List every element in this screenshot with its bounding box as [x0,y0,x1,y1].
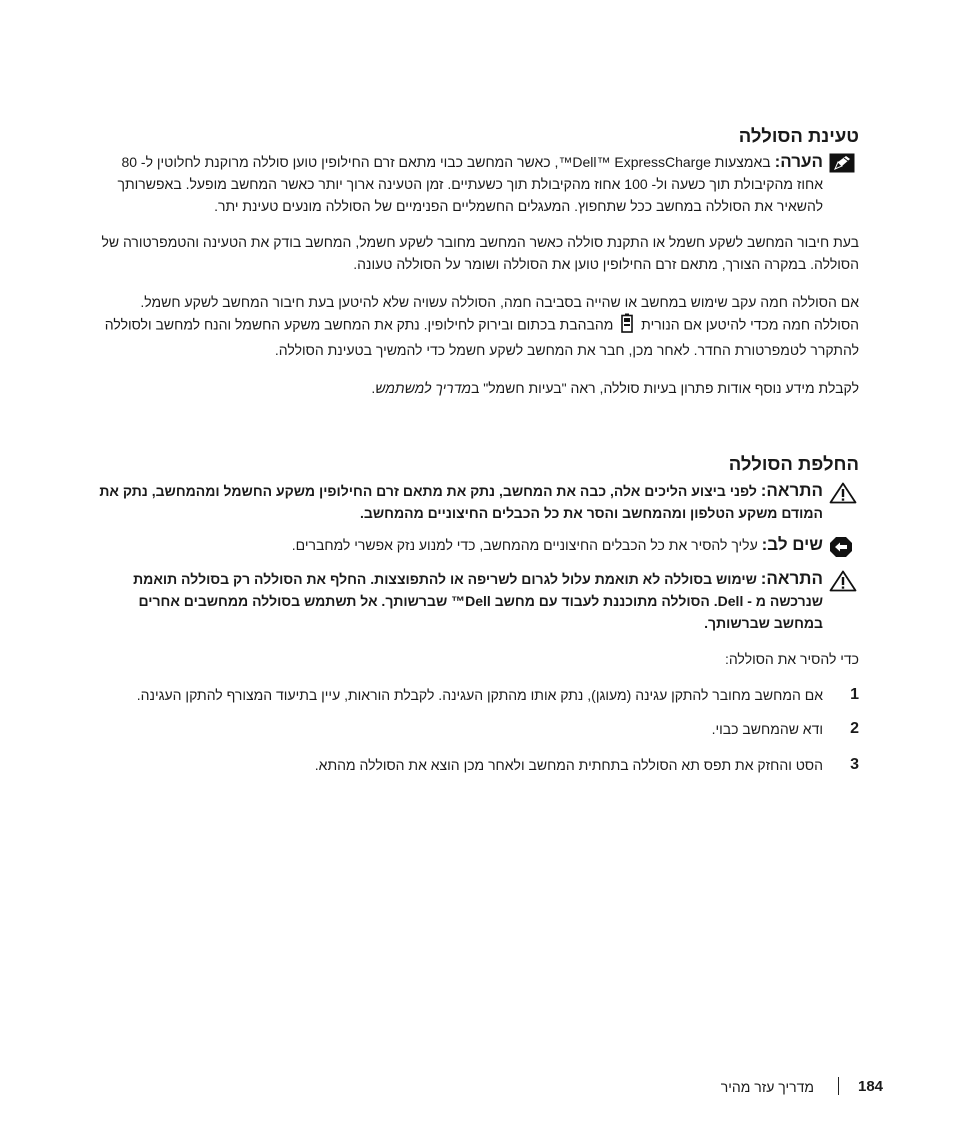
caution-icon [829,480,859,504]
charging-para-1: בעת חיבור המחשב לשקע חשמל או התקנת סוללה כאשר המחשב מחובר לשקע חשמל, המחשב בודק את הטעינה והטמפרטורה של הסוללה. במקרה הצורך, מתאם זרם החילופין טוען את הסוללה ושומר על הסוללה טעונה. [101,234,859,272]
caution-text-block-1 [94,480,829,524]
step-text: אם המחשב מחובר להתקן עגינה (מעוגן), נתק אותו מהתקן העגינה. לקבלת הוראות, עיין בתיעוד המצורף להתקן העגינה. [136,687,823,703]
caution-text-2: שימוש בסוללה לא תואמת עלול לגרום לשריפה או להתפוצצות. החלף את הסוללה רק בסוללה תואמת שנרכשה מ - Dell. הסוללה מתוכננת לעבוד עם מחשב Dell™ שברשותך. אל תשתמש בסוללה ממחשבים אחרים במחשב שברשותך. [133,571,823,631]
charging-para-2 [94,291,859,361]
section-replacing [94,452,859,776]
note-text-block [94,151,829,217]
heading-charging: טעינת הסוללה [738,125,859,146]
charging-para-3 [94,377,859,399]
caution-block-1 [94,480,859,524]
notice-text-block [94,534,829,556]
para2-part-b: מהבהבת בכתום ובירוק לחילופין. נתק את המחשב משקע החשמל והנח למחשב ולסוללה להתקרר לטמפרטורת החדר. לאחר מכן, חבר את המחשב לשקע חשמל כדי להמשיך בטעינת הסוללה. [104,316,859,358]
battery-light-icon [621,313,633,339]
notice-block [94,534,859,558]
notice-label: שים לב: [761,535,823,554]
caution-text-block-2 [94,568,829,634]
step-text: ודא שהמחשב כבוי. [711,721,823,737]
users-guide-title: מדריך למשתמש [375,380,472,396]
caution-label-2: התראה: [760,569,823,588]
caution-text-1: לפני ביצוע הליכים אלה, כבה את המחשב, נתק את מתאם זרם החילופין משקע החשמל ומהמחשב, נתק את המודם משקע הטלפון ומהמחשב והסר את כל הכבלים החיצוניים מהמחשב. [99,483,823,521]
step-item [94,754,859,776]
heading-replacing: החלפת הסוללה [728,453,859,474]
note-text: באמצעות Dell™ ExpressCharge™, כאשר המחשב כבוי מתאם זרם החילופין טוען סוללה מרוקנת לחלוטין ל- 80 אחוז מהקיבולת תוך כשעה ול- 100 אחוז מהקיבולת תוך כשעתיים. זמן הטעינה ארוך יותר כאשר המחשב מופעל. באפשרותך להשאיר את הסוללה במחשב ככל שתחפוץ. המעגלים החשמליים הפנימיים של הסוללה מונעים טעינת יתר. [117,154,823,214]
caution-label-1: התראה: [760,481,823,500]
note-label: הערה: [774,152,823,171]
notice-text: עליך להסיר את כל הכבלים החיצוניים מהמחשב, כדי למנוע נזק אפשרי למחברים. [291,537,758,553]
notice-icon [829,534,859,558]
page-footer [0,1075,954,1099]
section-charging [94,124,859,399]
para2-part-a: אם הסוללה חמה עקב שימוש במחשב או שהייה בסביבה חמה, הסוללה עשויה שלא להיטען בעת חיבור המחשב לשקע חשמל. הסוללה חמה מכדי להיטען אם הנורית [140,294,859,333]
step-item [94,684,859,706]
step-number: 1 [850,686,859,703]
step-number: 3 [850,756,859,773]
para3-part-b: . [371,380,376,396]
footer-title: מדריך עזר מהיר [720,1079,814,1095]
para3-part-a: לקבלת מידע נוסף אודות פתרון בעיות סוללה, ראה "בעיות חשמל" ב [471,380,859,396]
footer-separator [838,1077,839,1095]
caution-block-2 [94,568,859,634]
note-icon [829,151,859,173]
page-number: 184 [858,1078,884,1095]
step-item [94,718,859,740]
note-block [94,151,859,217]
caution-icon [829,568,859,592]
step-text: הסט והחזק את תפס תא הסוללה בתחתית המחשב ולאחר מכן הוצא את הסוללה מהתא. [314,757,823,773]
step-number: 2 [850,720,859,737]
remove-intro: כדי להסיר את הסוללה: [724,651,859,667]
